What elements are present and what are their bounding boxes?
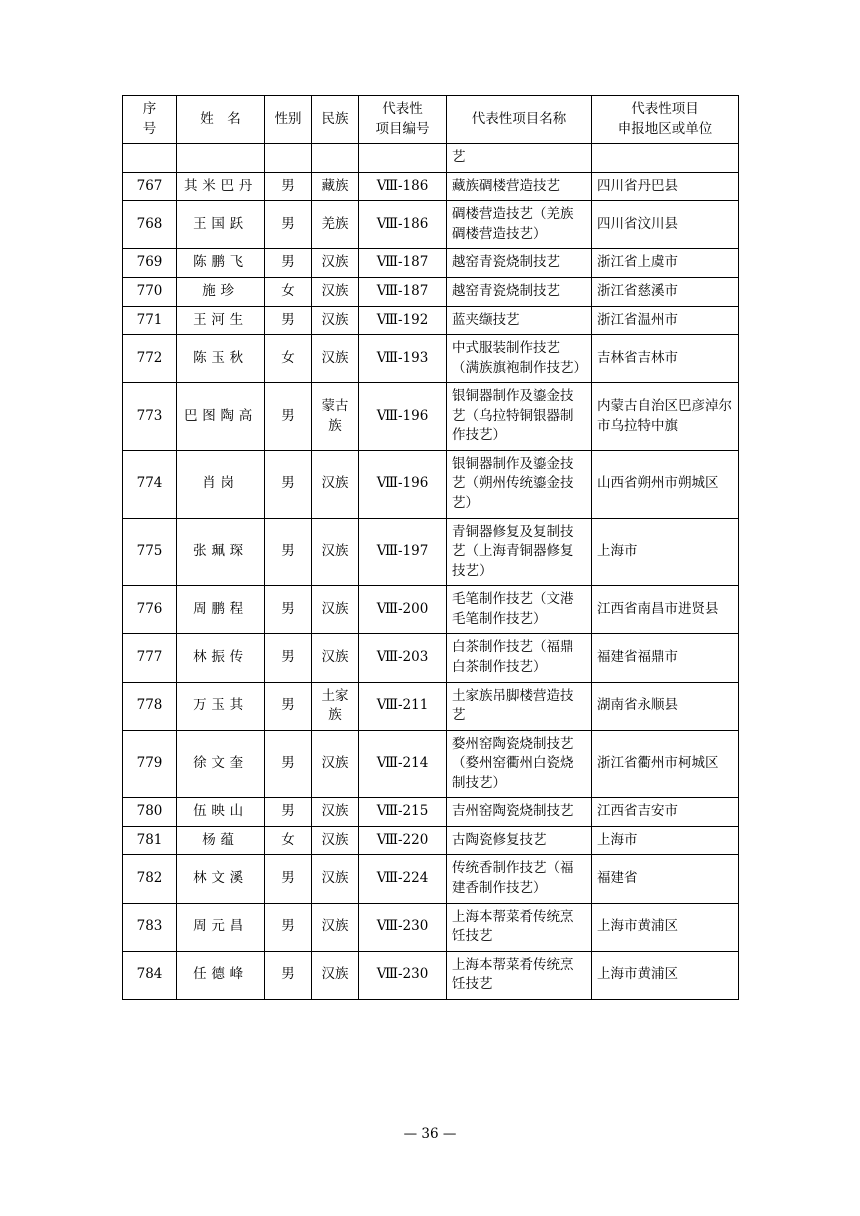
cell-ethnicity: 汉族 <box>312 450 359 518</box>
cell-sex: 男 <box>265 586 312 634</box>
page-number: — 36 — <box>403 1126 457 1142</box>
table-row <box>123 903 739 951</box>
column-header-ethnicity: 民族 <box>312 96 359 144</box>
column-header-project-code <box>359 96 447 144</box>
cell-sex: 男 <box>265 730 312 798</box>
cell-project-code: Ⅷ-186 <box>359 172 447 201</box>
column-header-project-name: 代表性项目名称 <box>447 96 592 144</box>
cell-region: 上海市黄浦区 <box>592 951 739 999</box>
cell-sequence: 775 <box>123 518 177 586</box>
cell-project-code <box>359 144 447 173</box>
cell-sequence: 781 <box>123 826 177 855</box>
table-row <box>123 855 739 903</box>
table-row <box>123 518 739 586</box>
cell-ethnicity: 汉族 <box>312 951 359 999</box>
cell-ethnicity: 藏族 <box>312 172 359 201</box>
cell-region: 浙江省温州市 <box>592 306 739 335</box>
table-row <box>123 826 739 855</box>
cell-region: 江西省吉安市 <box>592 798 739 827</box>
cell-name: 林振传 <box>177 634 265 682</box>
cell-project-code: Ⅷ-200 <box>359 586 447 634</box>
cell-sex <box>265 144 312 173</box>
cell-sequence: 773 <box>123 383 177 451</box>
cell-region: 四川省汶川县 <box>592 201 739 249</box>
cell-name: 巴图陶高 <box>177 383 265 451</box>
cell-project-code: Ⅷ-230 <box>359 903 447 951</box>
cell-name: 伍映山 <box>177 798 265 827</box>
cell-ethnicity: 汉族 <box>312 826 359 855</box>
cell-project-name: 藏族碉楼营造技艺 <box>447 172 592 201</box>
cell-project-code: Ⅷ-196 <box>359 450 447 518</box>
cell-project-name: 蓝夹缬技艺 <box>447 306 592 335</box>
cell-sex: 男 <box>265 249 312 278</box>
cell-name: 王河生 <box>177 306 265 335</box>
cell-region: 上海市 <box>592 518 739 586</box>
cell-project-name: 毛笔制作技艺（文港毛笔制作技艺） <box>447 586 592 634</box>
cell-sequence: 767 <box>123 172 177 201</box>
cell-project-name: 吉州窑陶瓷烧制技艺 <box>447 798 592 827</box>
cell-region: 四川省丹巴县 <box>592 172 739 201</box>
cell-sex: 女 <box>265 826 312 855</box>
cell-sequence: 782 <box>123 855 177 903</box>
cell-sex: 男 <box>265 383 312 451</box>
cell-name: 万玉其 <box>177 682 265 730</box>
cell-name: 施珍 <box>177 277 265 306</box>
column-header-name: 姓 名 <box>177 96 265 144</box>
cell-sequence <box>123 144 177 173</box>
column-header-sequence-line2: 号 <box>142 120 157 137</box>
cell-name: 徐文奎 <box>177 730 265 798</box>
cell-sequence: 774 <box>123 450 177 518</box>
table-row <box>123 201 739 249</box>
cell-ethnicity: 汉族 <box>312 855 359 903</box>
cell-region: 浙江省衢州市柯城区 <box>592 730 739 798</box>
cell-region <box>592 144 739 173</box>
cell-region: 福建省福鼎市 <box>592 634 739 682</box>
table-row <box>123 249 739 278</box>
table-row <box>123 634 739 682</box>
cell-ethnicity: 汉族 <box>312 730 359 798</box>
cell-project-name: 艺 <box>447 144 592 173</box>
cell-ethnicity: 土家族 <box>312 682 359 730</box>
cell-project-code: Ⅷ-211 <box>359 682 447 730</box>
cell-project-code: Ⅷ-187 <box>359 277 447 306</box>
cell-region: 湖南省永顺县 <box>592 682 739 730</box>
cell-project-code: Ⅷ-186 <box>359 201 447 249</box>
cell-region: 上海市 <box>592 826 739 855</box>
cell-region: 浙江省上虞市 <box>592 249 739 278</box>
cell-ethnicity: 汉族 <box>312 634 359 682</box>
cell-name: 肖岗 <box>177 450 265 518</box>
table-row <box>123 586 739 634</box>
column-header-sequence-line1: 序 <box>142 101 157 117</box>
cell-project-name: 白茶制作技艺（福鼎白茶制作技艺） <box>447 634 592 682</box>
cell-name: 林文溪 <box>177 855 265 903</box>
cell-name <box>177 144 265 173</box>
cell-name: 杨蕴 <box>177 826 265 855</box>
cell-name: 陈鹏飞 <box>177 249 265 278</box>
cell-ethnicity: 汉族 <box>312 277 359 306</box>
table-row <box>123 450 739 518</box>
cell-region: 江西省南昌市进贤县 <box>592 586 739 634</box>
cell-sex: 女 <box>265 335 312 383</box>
cell-ethnicity: 汉族 <box>312 903 359 951</box>
column-header-region <box>592 96 739 144</box>
cell-project-code: Ⅷ-230 <box>359 951 447 999</box>
column-header-sequence <box>123 96 177 144</box>
cell-project-name: 传统香制作技艺（福建香制作技艺） <box>447 855 592 903</box>
table-row <box>123 335 739 383</box>
cell-project-code: Ⅷ-220 <box>359 826 447 855</box>
cell-sex: 男 <box>265 798 312 827</box>
cell-project-code: Ⅷ-193 <box>359 335 447 383</box>
cell-region: 浙江省慈溪市 <box>592 277 739 306</box>
cell-sequence: 770 <box>123 277 177 306</box>
cell-region: 上海市黄浦区 <box>592 903 739 951</box>
representative-inheritors-table-wrapper <box>122 95 738 1000</box>
cell-project-code: Ⅷ-197 <box>359 518 447 586</box>
table-row <box>123 172 739 201</box>
cell-name: 张珮琛 <box>177 518 265 586</box>
cell-sex: 男 <box>265 306 312 335</box>
table-row <box>123 682 739 730</box>
cell-project-name: 青铜器修复及复制技艺（上海青铜器修复技艺） <box>447 518 592 586</box>
cell-sex: 男 <box>265 855 312 903</box>
table-row <box>123 306 739 335</box>
cell-ethnicity: 汉族 <box>312 249 359 278</box>
cell-ethnicity: 汉族 <box>312 586 359 634</box>
cell-sex: 男 <box>265 903 312 951</box>
table-row <box>123 144 739 173</box>
column-header-project-code-line2: 项目编号 <box>375 120 430 137</box>
table-row <box>123 277 739 306</box>
cell-sex: 女 <box>265 277 312 306</box>
table-row <box>123 798 739 827</box>
cell-ethnicity: 羌族 <box>312 201 359 249</box>
cell-name: 任德峰 <box>177 951 265 999</box>
cell-sequence: 780 <box>123 798 177 827</box>
cell-project-name: 碉楼营造技艺（羌族碉楼营造技艺） <box>447 201 592 249</box>
cell-sex: 男 <box>265 951 312 999</box>
table-row <box>123 383 739 451</box>
cell-project-name: 上海本帮菜肴传统烹饪技艺 <box>447 903 592 951</box>
cell-project-code: Ⅷ-224 <box>359 855 447 903</box>
column-header-sex: 性别 <box>265 96 312 144</box>
cell-name: 其米巴丹 <box>177 172 265 201</box>
representative-inheritors-table <box>122 95 739 1000</box>
table-row <box>123 730 739 798</box>
cell-sequence: 772 <box>123 335 177 383</box>
cell-sequence: 771 <box>123 306 177 335</box>
cell-sex: 男 <box>265 172 312 201</box>
cell-project-name: 银铜器制作及鎏金技艺（乌拉特铜银器制作技艺） <box>447 383 592 451</box>
cell-project-name: 古陶瓷修复技艺 <box>447 826 592 855</box>
cell-name: 周元昌 <box>177 903 265 951</box>
cell-region: 福建省 <box>592 855 739 903</box>
cell-sequence: 779 <box>123 730 177 798</box>
cell-sex: 男 <box>265 634 312 682</box>
cell-project-code: Ⅷ-196 <box>359 383 447 451</box>
cell-sequence: 776 <box>123 586 177 634</box>
cell-ethnicity: 汉族 <box>312 798 359 827</box>
column-header-region-line1: 代表性项目 <box>631 101 699 117</box>
cell-project-code: Ⅷ-203 <box>359 634 447 682</box>
table-header <box>123 96 739 144</box>
cell-ethnicity: 汉族 <box>312 518 359 586</box>
column-header-region-line2: 申报地区或单位 <box>617 120 713 137</box>
cell-project-code: Ⅷ-187 <box>359 249 447 278</box>
cell-sequence: 769 <box>123 249 177 278</box>
column-header-project-code-line1: 代表性 <box>382 101 423 117</box>
cell-sequence: 783 <box>123 903 177 951</box>
cell-ethnicity: 汉族 <box>312 335 359 383</box>
cell-sex: 男 <box>265 518 312 586</box>
cell-sex: 男 <box>265 450 312 518</box>
cell-project-name: 上海本帮菜肴传统烹饪技艺 <box>447 951 592 999</box>
cell-region: 山西省朔州市朔城区 <box>592 450 739 518</box>
cell-sequence: 784 <box>123 951 177 999</box>
cell-project-name: 中式服装制作技艺（满族旗袍制作技艺） <box>447 335 592 383</box>
cell-project-name: 婺州窑陶瓷烧制技艺（婺州窑衢州白瓷烧制技艺） <box>447 730 592 798</box>
cell-project-code: Ⅷ-215 <box>359 798 447 827</box>
table-body <box>123 144 739 1000</box>
cell-name: 王国跃 <box>177 201 265 249</box>
cell-ethnicity <box>312 144 359 173</box>
cell-sequence: 778 <box>123 682 177 730</box>
cell-sex: 男 <box>265 201 312 249</box>
cell-project-name: 土家族吊脚楼营造技艺 <box>447 682 592 730</box>
cell-name: 陈玉秋 <box>177 335 265 383</box>
cell-project-code: Ⅷ-192 <box>359 306 447 335</box>
cell-ethnicity: 汉族 <box>312 306 359 335</box>
cell-sex: 男 <box>265 682 312 730</box>
cell-sequence: 768 <box>123 201 177 249</box>
cell-name: 周鹏程 <box>177 586 265 634</box>
table-header-row <box>123 96 739 144</box>
cell-project-name: 越窑青瓷烧制技艺 <box>447 277 592 306</box>
cell-project-name: 越窑青瓷烧制技艺 <box>447 249 592 278</box>
cell-sequence: 777 <box>123 634 177 682</box>
table-row <box>123 951 739 999</box>
cell-ethnicity: 蒙古族 <box>312 383 359 451</box>
cell-project-code: Ⅷ-214 <box>359 730 447 798</box>
cell-region: 吉林省吉林市 <box>592 335 739 383</box>
cell-project-name: 银铜器制作及鎏金技艺（朔州传统鎏金技艺） <box>447 450 592 518</box>
cell-region: 内蒙古自治区巴彦淖尔市乌拉特中旗 <box>592 383 739 451</box>
